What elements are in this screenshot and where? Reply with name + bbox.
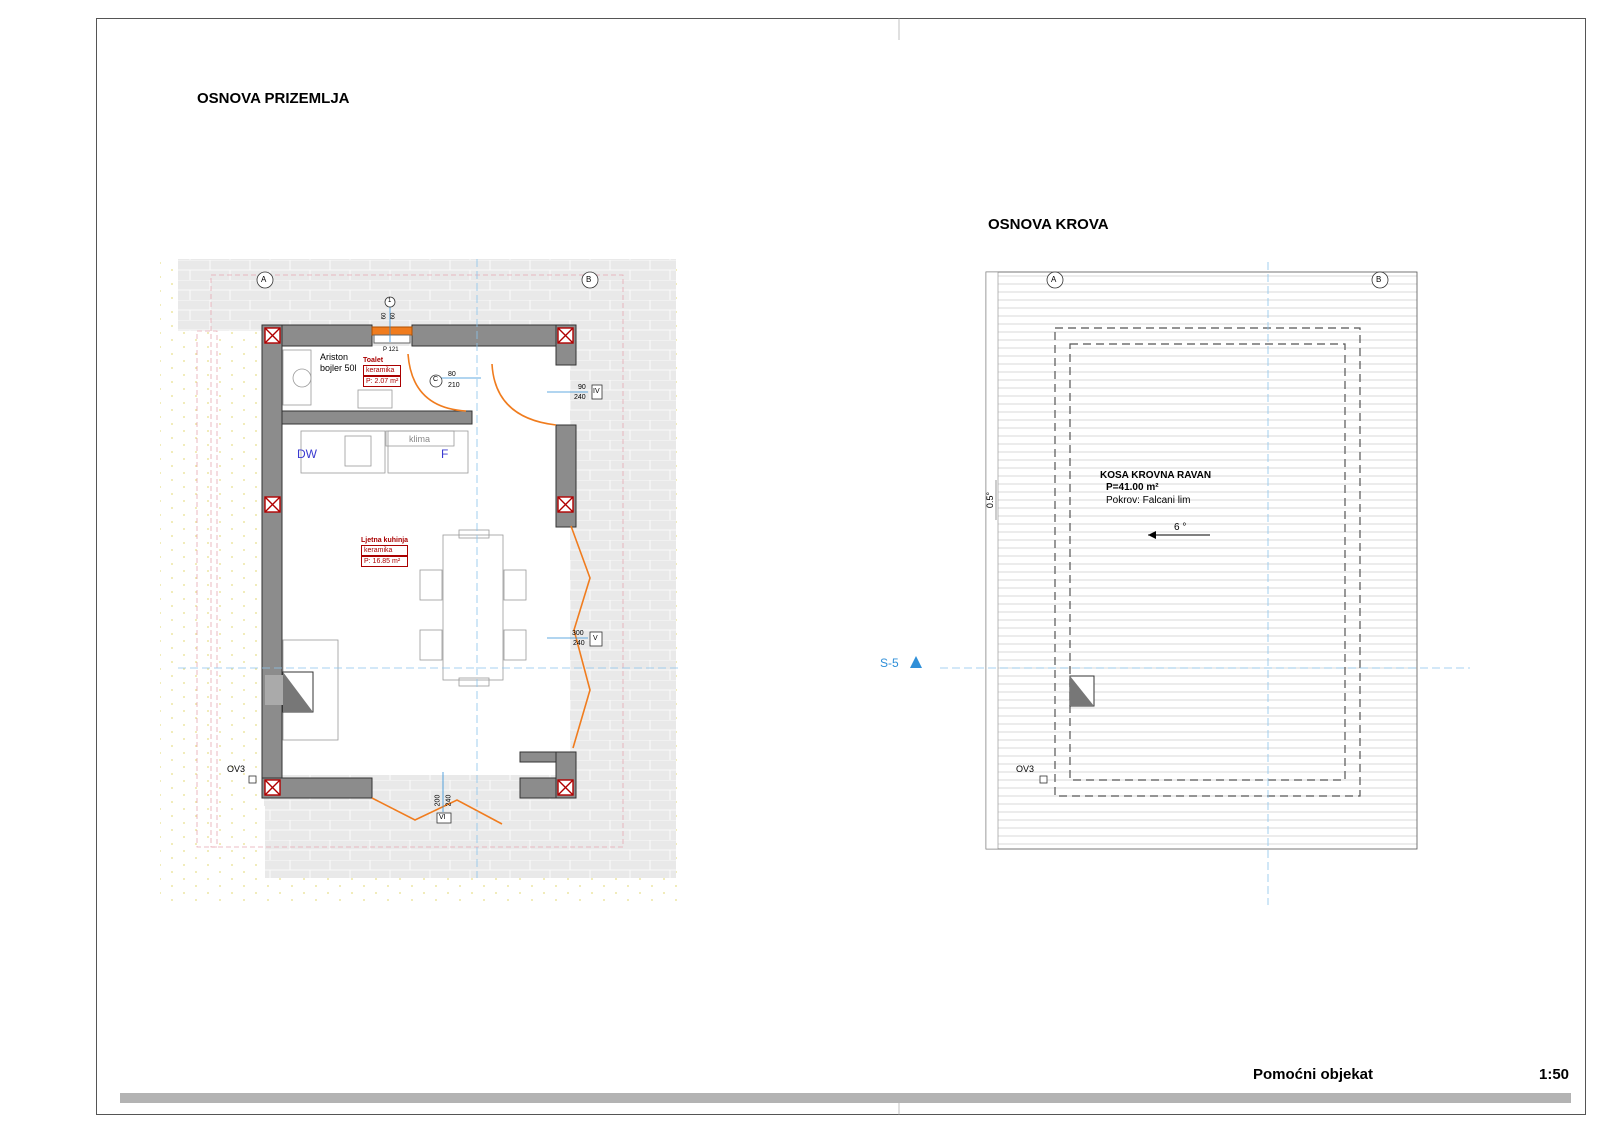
window-vi-height: 240 xyxy=(445,794,453,807)
footer-bar xyxy=(120,1093,1571,1103)
toilet-name: Toalet xyxy=(363,357,384,364)
kitchen-name: Ljetna kuhinja xyxy=(361,537,409,544)
door-c-width: 80 xyxy=(448,371,456,378)
kitchen-area: P: 16.85 m² xyxy=(361,556,408,567)
klima-label: klima xyxy=(409,434,431,444)
grid-label-a: A xyxy=(261,275,267,284)
boiler-label-2: bojler 50l xyxy=(320,363,357,373)
roof-slope-side: 0.5° xyxy=(985,491,996,509)
ov3-label-ground: OV3 xyxy=(227,764,246,774)
door-c-height: 210 xyxy=(448,382,460,389)
kitchen-room-tag xyxy=(361,536,408,567)
boiler-label-1: Ariston xyxy=(320,352,349,362)
roof-cover: Pokrov: Falcani lim xyxy=(1106,495,1191,506)
roof-plane-area: P=41.00 m² xyxy=(1106,482,1159,493)
roof-plan xyxy=(910,262,1470,905)
dishwasher-label: DW xyxy=(297,447,317,461)
fridge-label: F xyxy=(441,447,449,461)
toilet-room-tag xyxy=(363,356,401,387)
section-s5-label: S-5 xyxy=(880,656,899,670)
window-top-p: P 121 xyxy=(383,347,399,353)
window-v-height: 240 xyxy=(573,640,585,647)
roof-plane-name: KOSA KROVNA RAVAN xyxy=(1100,470,1212,481)
window-top-number: 1 xyxy=(388,298,392,304)
project-name: Pomoćni objekat xyxy=(1253,1066,1374,1083)
window-iv-width: 90 xyxy=(578,384,586,391)
window-v-tag: V xyxy=(593,635,598,642)
roof-grid-label-b: B xyxy=(1376,275,1382,284)
window-top-width: 60 xyxy=(381,312,388,320)
grid-label-b: B xyxy=(586,275,592,284)
window-vi-tag: VI xyxy=(439,814,446,821)
drawing-scale: 1:50 xyxy=(1539,1066,1570,1083)
window-v-width: 300 xyxy=(572,630,584,637)
window-top-height: 60 xyxy=(390,312,397,320)
kitchen-finish: keramika xyxy=(361,545,408,556)
section-marker-icon xyxy=(910,656,922,668)
roof-plan-title: OSNOVA KROVA xyxy=(988,216,1109,233)
ground-plan-title: OSNOVA PRIZEMLJA xyxy=(197,90,350,107)
roof-slope: 6 ° xyxy=(1174,522,1187,533)
ov3-label-roof: OV3 xyxy=(1016,764,1035,774)
window-vi-width: 200 xyxy=(434,794,442,807)
roof-grid-label-a: A xyxy=(1051,275,1057,284)
ground-floor-plan xyxy=(160,259,678,904)
window-iv-tag: IV xyxy=(593,388,600,395)
door-c-tag: C xyxy=(433,376,439,383)
toilet-finish: keramika xyxy=(363,365,401,376)
toilet-area: P: 2.07 m² xyxy=(363,376,401,387)
window-iv-height: 240 xyxy=(574,394,586,401)
